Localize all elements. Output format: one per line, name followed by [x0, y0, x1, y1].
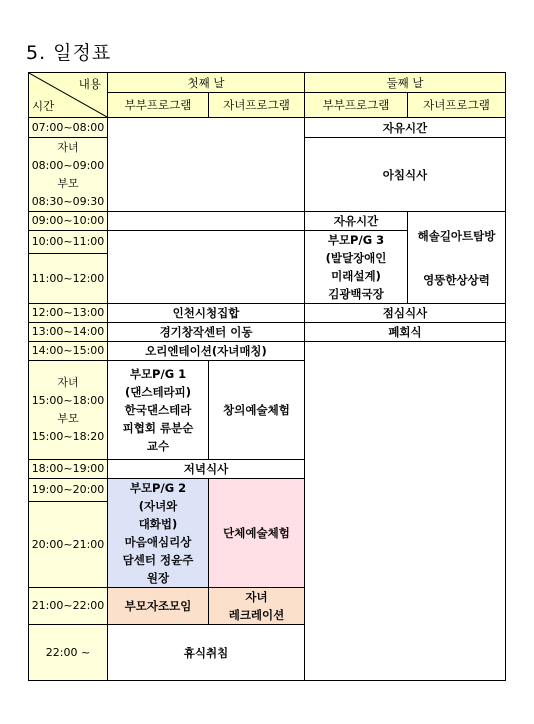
child-rec-line: 레크레이션 — [228, 608, 285, 622]
day2-closing: 폐회식 — [305, 323, 506, 342]
child-group-art: 단체예술체험 — [209, 479, 305, 588]
time-1800: 18:00~19:00 — [29, 460, 108, 479]
day2-free-time: 자유시간 — [305, 118, 506, 138]
day1-orientation: 오리엔테이션(자녀매칭) — [108, 342, 305, 361]
schedule-table — [28, 72, 506, 681]
day2-couple-header: 부부프로그램 — [305, 93, 408, 118]
corner-time-label: 시간 — [32, 99, 55, 113]
time-1100: 11:00~12:00 — [29, 254, 108, 304]
time-2100: 21:00~22:00 — [29, 588, 108, 625]
day2-header: 둘째 날 — [305, 73, 506, 93]
parent-pg3-line: 미래설계) — [331, 269, 381, 283]
time-2000: 20:00~21:00 — [29, 502, 108, 588]
child-recreation — [209, 588, 305, 625]
parent-pg3-line: (발달장애인 — [325, 251, 387, 265]
time-parent-label: 부모 — [57, 412, 79, 425]
empty-cell — [305, 342, 506, 681]
parent-pg3-title: 부모P/G 3 — [327, 233, 385, 247]
parent-pg2-line: (자녀와 — [138, 499, 178, 513]
parent-pg3 — [305, 231, 408, 304]
child-rec-line: 자녀 — [245, 590, 268, 604]
time-afternoon — [29, 361, 108, 460]
time-1900: 19:00~20:00 — [29, 479, 108, 502]
time-breakfast — [29, 138, 108, 212]
day1-gather: 인천시청집합 — [108, 304, 305, 323]
time-1400: 14:00~15:00 — [29, 342, 108, 361]
time-0900: 09:00~10:00 — [29, 212, 108, 231]
day1-move: 경기창작센터 이동 — [108, 323, 305, 342]
parent-pg2-line: 원장 — [146, 571, 170, 585]
parent-pg2 — [108, 479, 209, 588]
time-1200: 12:00~13:00 — [29, 304, 108, 323]
parent-pg2-line: 마음애심리상 — [124, 535, 192, 549]
day2-free-time-2: 자유시간 — [305, 212, 408, 231]
day1-rest: 휴식취침 — [108, 625, 305, 681]
parent-pg1-line: (댄스테라피) — [124, 385, 192, 399]
parent-meeting: 부모자조모임 — [108, 588, 209, 625]
empty-cell — [108, 231, 305, 304]
time-parent-label: 부모 — [57, 176, 79, 190]
time-0830: 08:30~09:30 — [31, 194, 105, 208]
day2-lunch: 점심식사 — [305, 304, 506, 323]
parent-pg1-title: 부모P/G 1 — [129, 367, 187, 381]
day2-breakfast: 아침식사 — [305, 138, 506, 212]
day2-child-activity — [408, 212, 506, 304]
day1-child-header: 자녀프로그램 — [209, 93, 305, 118]
day1-header: 첫째 날 — [108, 73, 305, 93]
parent-pg2-line: 대화법) — [138, 517, 178, 531]
corner-cell — [29, 73, 108, 118]
art-tour: 해솔길아트탐방 — [417, 228, 496, 243]
time-child-label: 자녀 — [57, 376, 79, 389]
day2-child-header: 자녀프로그램 — [408, 93, 506, 118]
parent-pg2-title: 부모P/G 2 — [129, 481, 187, 495]
child-creative-art: 창의예술체험 — [209, 361, 305, 460]
parent-pg2-line: 담센터 정윤주 — [122, 553, 194, 567]
parent-pg1-line: 한국댄스테라 — [124, 403, 192, 417]
time-1500-1800: 15:00~18:00 — [31, 394, 105, 407]
corner-content-label: 내용 — [78, 77, 101, 91]
empty-cell — [108, 212, 305, 231]
time-0700: 07:00~08:00 — [29, 118, 108, 138]
time-1000: 10:00~11:00 — [29, 231, 108, 254]
parent-pg3-speaker: 김광백국장 — [328, 287, 384, 301]
time-1300: 13:00~14:00 — [29, 323, 108, 342]
parent-pg1-line: 교수 — [146, 439, 170, 453]
section-title: 5. 일정표 — [26, 42, 112, 64]
time-2200: 22:00 ~ — [29, 625, 108, 681]
time-child-label: 자녀 — [57, 140, 79, 154]
parent-pg1-line: 피협회 류분순 — [122, 421, 194, 435]
time-0800: 08:00~09:00 — [31, 158, 105, 172]
parent-pg1 — [108, 361, 209, 460]
day1-dinner: 저녁식사 — [108, 460, 305, 479]
time-1500-1820: 15:00~18:20 — [31, 430, 105, 443]
imagination: 영뚱한상상력 — [423, 272, 490, 287]
empty-cell — [108, 118, 305, 212]
day1-couple-header: 부부프로그램 — [108, 93, 209, 118]
